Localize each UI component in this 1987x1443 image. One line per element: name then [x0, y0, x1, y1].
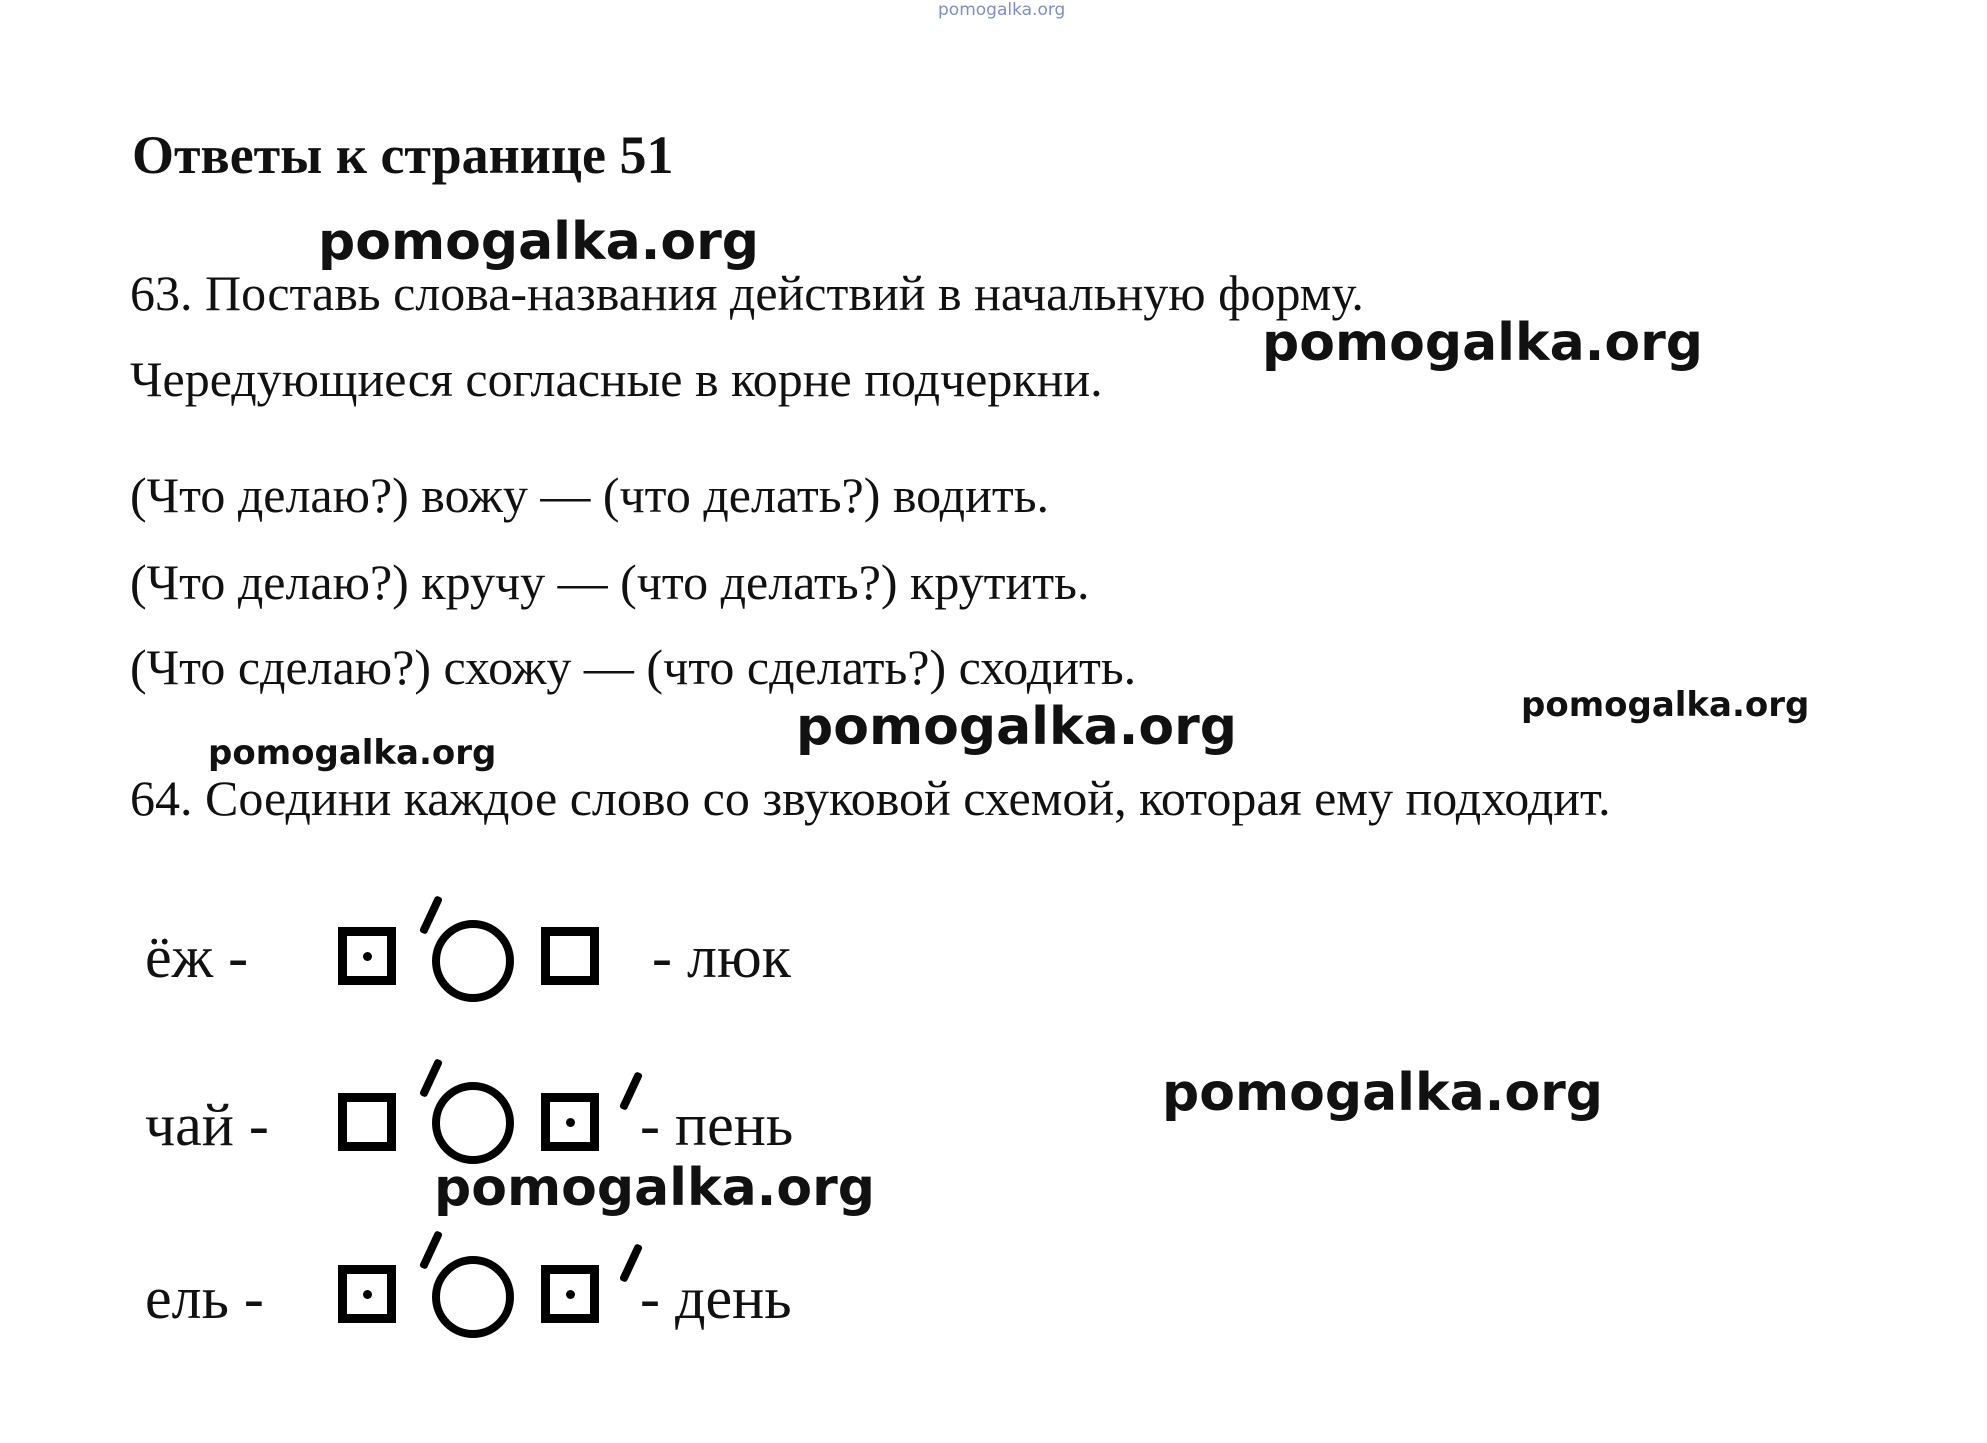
watermark: pomogalka.org — [1521, 685, 1810, 725]
vowel-circle — [432, 1256, 514, 1338]
consonant-soft-box — [338, 1265, 396, 1323]
task63-answer-3: (Что сделаю?) схожу — (что сделать?) сходить. — [130, 639, 1137, 695]
consonant-hard-box — [338, 1093, 396, 1151]
watermark: pomogalka.org — [208, 733, 497, 773]
page-title: Ответы к странице 51 — [132, 125, 674, 185]
top-watermark: pomogalka.org — [938, 0, 1066, 20]
watermark: pomogalka.org — [796, 697, 1238, 757]
task63-instruction-1: 63. Поставь слова-названия действий в начальную форму. — [130, 265, 1364, 321]
consonant-soft-box — [541, 1265, 599, 1323]
soft-dot — [566, 1290, 575, 1299]
scheme-left-word: чай - — [145, 1092, 269, 1158]
watermark: pomogalka.org — [1162, 1063, 1604, 1123]
soft-dot — [566, 1118, 575, 1127]
task63-instruction-2: Чередующиеся согласные в корне подчеркни. — [130, 351, 1103, 407]
stress-mark — [419, 895, 443, 935]
task63-answer-1: (Что делаю?) вожу — (что делать?) водить. — [130, 467, 1050, 523]
scheme-left-word: ёж - — [145, 924, 249, 990]
consonant-hard-box — [541, 927, 599, 985]
vowel-circle — [432, 920, 514, 1002]
vowel-circle — [432, 1082, 514, 1164]
scheme-right-word: - день — [640, 1265, 792, 1331]
stress-mark — [419, 1230, 443, 1270]
soft-dot — [363, 952, 372, 961]
consonant-soft-box — [338, 927, 396, 985]
scheme-right-word: - пень — [640, 1092, 794, 1158]
task63-answer-2: (Что делаю?) кручу — (что делать?) крутить. — [130, 554, 1090, 610]
consonant-soft-box — [541, 1093, 599, 1151]
stress-mark — [419, 1058, 443, 1098]
watermark: pomogalka.org — [318, 212, 760, 272]
soft-dot — [363, 1290, 372, 1299]
scheme-right-word: - люк — [652, 924, 791, 990]
watermark: pomogalka.org — [1262, 313, 1704, 373]
task64-instruction: 64. Соедини каждое слово со звуковой схемой, которая ему подходит. — [130, 770, 1611, 826]
scheme-left-word: ель - — [145, 1265, 264, 1331]
watermark: pomogalka.org — [434, 1158, 876, 1218]
